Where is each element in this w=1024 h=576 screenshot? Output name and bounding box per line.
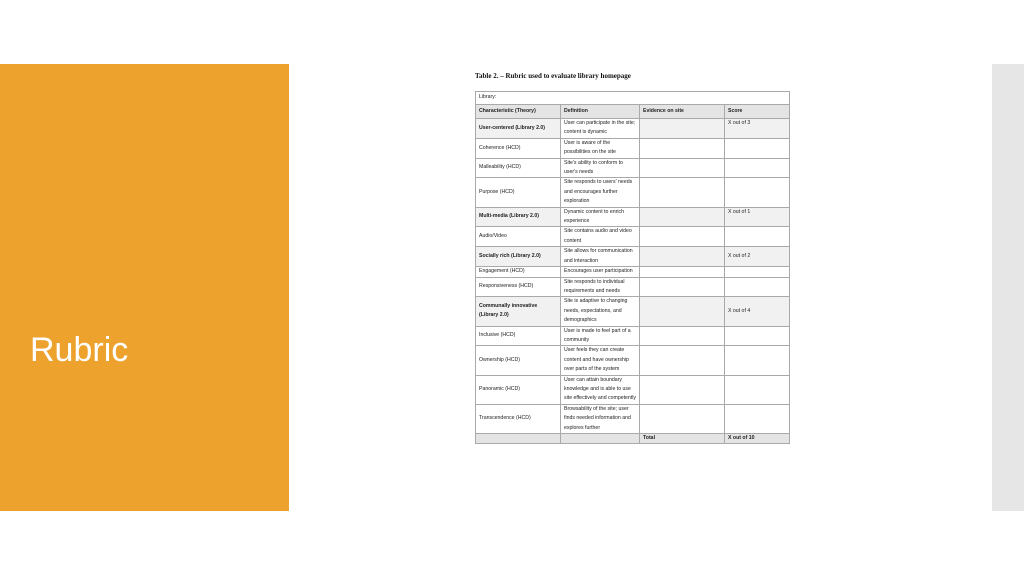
slide-title: Rubric [30,331,129,369]
evidence-cell [640,227,725,247]
evidence-cell [640,207,725,227]
score-cell [725,138,790,158]
total-label: Total [640,434,725,444]
characteristic-cell: Coherence (HCD) [476,138,561,158]
table-row [476,346,790,375]
definition-cell: User feels they can create content and have ownership over parts of the system [561,346,640,375]
definition-cell: Site is adaptive to changing needs, expectations, and demographics [561,297,640,326]
evidence-cell [640,138,725,158]
score-cell [725,346,790,375]
evidence-cell [640,247,725,267]
characteristic-cell: Transcendence (HCD) [476,404,561,433]
title-panel [0,64,289,511]
table-row [476,297,790,326]
evidence-cell [640,277,725,297]
characteristic-cell: Socially rich (Library 2.0) [476,247,561,267]
characteristic-cell: Communally innovative (Library 2.0) [476,297,561,326]
rubric-table [475,91,790,444]
definition-cell: User can participate in the site; content is dynamic [561,119,640,139]
definition-cell: Site allows for communication and interaction [561,247,640,267]
definition-cell: Site responds to individual requirements and needs [561,277,640,297]
score-cell [725,375,790,404]
characteristic-cell: Purpose (HCD) [476,178,561,207]
evidence-cell [640,404,725,433]
characteristic-cell: User-centered (Library 2.0) [476,119,561,139]
score-cell [725,326,790,346]
evidence-cell [640,297,725,326]
score-cell: X out of 2 [725,247,790,267]
definition-cell: Site's ability to conform to user's needs [561,158,640,178]
header-evidence: Evidence on site [640,105,725,119]
characteristic-cell: Engagement (HCD) [476,267,561,277]
definition-cell: User is aware of the possibilities on the site [561,138,640,158]
definition-cell: Site contains audio and video content [561,227,640,247]
table-row [476,326,790,346]
score-cell [725,158,790,178]
characteristic-cell: Multi-media (Library 2.0) [476,207,561,227]
table-row [476,277,790,297]
score-cell [725,267,790,277]
definition-cell: Dynamic content to enrich experience [561,207,640,227]
definition-cell: Encourages user participation [561,267,640,277]
characteristic-cell: Malleability (HCD) [476,158,561,178]
score-cell: X out of 3 [725,119,790,139]
table-row [476,207,790,227]
definition-cell: User can attain boundary knowledge and is able to use site effectively and competently [561,375,640,404]
library-row [476,92,790,105]
table-row [476,247,790,267]
total-empty-cell [561,434,640,444]
score-cell [725,277,790,297]
table-row [476,119,790,139]
header-characteristic: Characteristic (Theory) [476,105,561,119]
table-row [476,178,790,207]
definition-cell: User is made to feel part of a community [561,326,640,346]
score-cell [725,404,790,433]
evidence-cell [640,119,725,139]
evidence-cell [640,326,725,346]
score-cell: X out of 4 [725,297,790,326]
characteristic-cell: Inclusive (HCD) [476,326,561,346]
table-row [476,404,790,433]
table-row [476,158,790,178]
score-cell: X out of 1 [725,207,790,227]
header-score: Score [725,105,790,119]
evidence-cell [640,267,725,277]
table-row [476,227,790,247]
characteristic-cell: Responsiveness (HCD) [476,277,561,297]
characteristic-cell: Panoramic (HCD) [476,375,561,404]
library-label: Library: [476,92,790,105]
table-row [476,375,790,404]
definition-cell: Browsability of the site; user finds needed information and explores further [561,404,640,433]
evidence-cell [640,158,725,178]
table-caption: Table 2. – Rubric used to evaluate library homepage [475,72,631,80]
evidence-cell [640,178,725,207]
score-cell [725,227,790,247]
table-row [476,267,790,277]
table-row [476,138,790,158]
right-edge-strip [992,64,1024,511]
total-row [476,434,790,444]
total-empty-cell [476,434,561,444]
evidence-cell [640,346,725,375]
header-row [476,105,790,119]
definition-cell: Site responds to users' needs and encourages further exploration [561,178,640,207]
score-cell [725,178,790,207]
characteristic-cell: Audio/Video [476,227,561,247]
characteristic-cell: Ownership (HCD) [476,346,561,375]
header-definition: Definition [561,105,640,119]
evidence-cell [640,375,725,404]
total-value: X out of 10 [725,434,790,444]
